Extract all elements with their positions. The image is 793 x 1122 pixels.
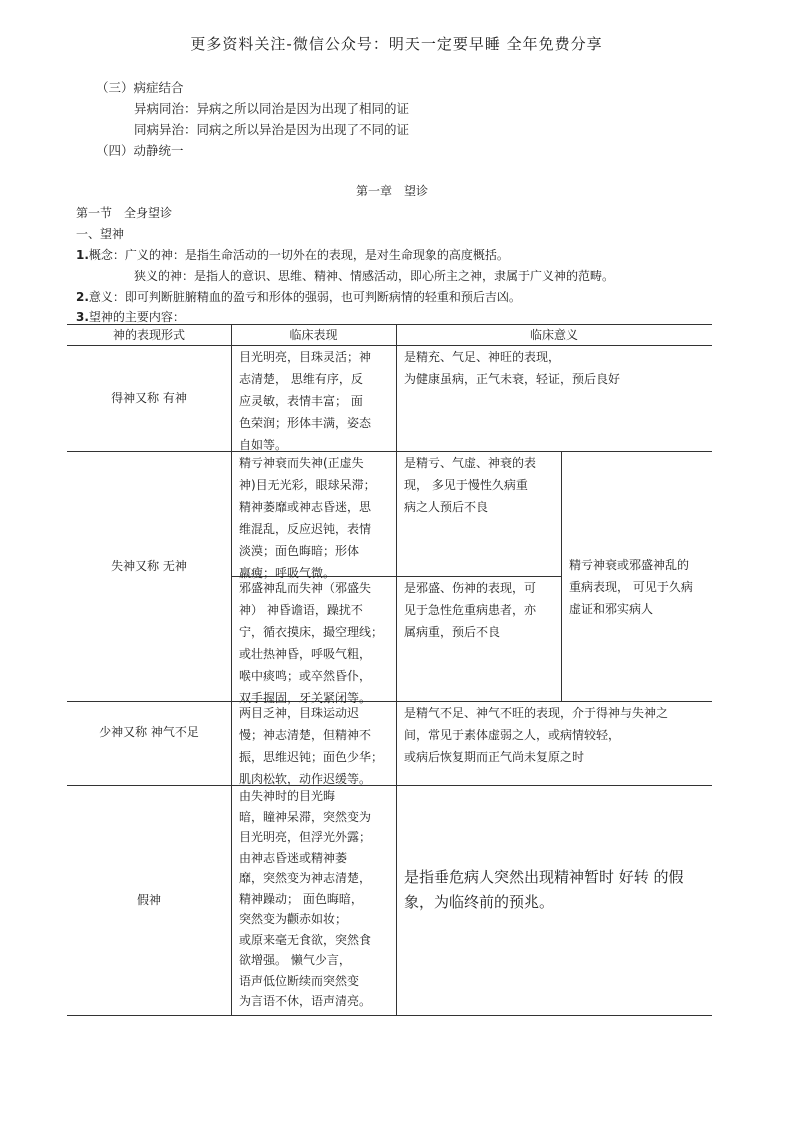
- text-line: 应灵敏，表情丰富； 面: [239, 394, 363, 408]
- text-line: 邪盛神乱而失神（邪盛失: [239, 581, 372, 595]
- text-line: 维混乱，反应迟钝，表情: [239, 522, 372, 536]
- col-header-type: 神的表现形式: [112, 328, 185, 342]
- row2-clinical-b: [239, 577, 383, 709]
- text-line: 或壮热神昏，呼吸气粗，: [239, 647, 372, 661]
- row1-type: 得神又称 有神: [111, 391, 187, 405]
- row2-clinical-a: [239, 452, 376, 584]
- text-line: 精神萎靡或神志昏迷，思: [239, 500, 372, 514]
- row1-clinical: [239, 346, 371, 456]
- row3-type: 少神又称 神气不足: [99, 725, 199, 739]
- row4-clinical: [239, 786, 371, 1012]
- text-line: 目光明亮，目珠灵活；神: [239, 350, 372, 364]
- text-line: 神)目无光彩，眼球呆滞；: [239, 478, 376, 492]
- text-line: 志清楚， 思维有序，反: [239, 372, 363, 386]
- text-line: 振，思维迟钝；面色少华；: [239, 750, 384, 764]
- para-2-number: 2.: [76, 290, 89, 304]
- text-line: 精神躁动； 面色晦暗，: [239, 891, 363, 906]
- row2-summary: [569, 554, 693, 620]
- para-3-text: 望神的主要内容：: [88, 310, 185, 324]
- text-line: 病之人预后不良: [404, 500, 489, 514]
- text-line: 或病后恢复期而正气尚未复原之时: [404, 750, 585, 764]
- text-line: 精亏神衰或邪盛神乱的: [569, 558, 690, 572]
- text-line: 语声低位断续而突然变: [239, 973, 360, 988]
- text-line: 突然变为颧赤如妆；: [239, 912, 348, 926]
- col-header-meaning: 临床意义: [529, 328, 578, 342]
- text-line: 慢；神志清楚，但精神不: [239, 728, 372, 742]
- para-1-a-text: 概念：广义的神：是指生命活动的一切外在的表现，是对生命现象的高度概括。: [88, 248, 509, 262]
- shen-table: [67, 324, 712, 1016]
- text-line: 淡漠；面色晦暗；形体: [239, 544, 360, 558]
- para-3: [76, 308, 185, 325]
- text-line: 欲增强。 懒气少言，: [239, 953, 351, 967]
- text-line: 精亏神衰而失神(正虚失: [239, 456, 364, 470]
- para-2: [76, 288, 521, 305]
- text-line: 现， 多见于慢性久病重: [404, 478, 528, 492]
- text-s3-a: 异病同治：异病之所以同治是因为出现了相同的证: [134, 101, 410, 116]
- row3-meaning: [404, 702, 668, 768]
- row4-type: 假神: [136, 893, 161, 907]
- row2-meaning-b: [404, 577, 536, 643]
- heading-s4: （四）动静统一: [96, 143, 184, 158]
- text-line: 肌肉松软，动作迟缓等。: [239, 772, 372, 786]
- text-line: 属病重，预后不良: [404, 625, 501, 639]
- text-line: 是邪盛、伤神的表现，可: [404, 581, 537, 595]
- chapter-title: 第一章 望诊: [356, 184, 429, 198]
- page-header: 更多资料关注-微信公众号：明天一定要早睡 全年免费分享: [190, 35, 603, 53]
- para-1-a: [76, 246, 509, 263]
- text-line: 由神志昏迷或精神萎: [239, 850, 348, 865]
- para-1-number: 1.: [76, 248, 89, 262]
- text-line: 两目乏神，目珠运动迟: [239, 706, 360, 720]
- text-line: 目光明亮，但浮光外露；: [239, 830, 372, 844]
- text-s3-b: 同病异治：同病之所以异治是因为出现了不同的证: [134, 122, 410, 137]
- heading-s3: （三）病症结合: [96, 80, 184, 95]
- section-title: 第一节 全身望诊: [76, 206, 173, 220]
- row2-meaning-a: [404, 452, 536, 518]
- col-header-clinical: 临床表现: [289, 328, 338, 342]
- text-line: 靡，突然变为神志清楚，: [239, 871, 372, 885]
- text-line: 双手握固，牙关紧闭等。: [239, 691, 372, 705]
- text-line: 虚证和邪实病人: [569, 602, 654, 616]
- sub-heading: 一、望神: [76, 227, 125, 241]
- text-line: 是精气不足、神气不旺的表现，介于得神与失神之: [404, 706, 669, 720]
- text-line: 羸瘦；呼吸气微。: [239, 566, 336, 580]
- row2-type: 失神又称 无神: [111, 559, 187, 573]
- text-line: 是精充、气足、神旺的表现，: [404, 350, 561, 364]
- text-line: 是指垂危病人突然出现精神暂时 好转 的假: [404, 868, 684, 886]
- text-line: 暗，瞳神呆滞，突然变为: [239, 809, 372, 824]
- text-line: 象，为临终前的预兆。: [404, 893, 555, 911]
- text-line: 是精亏、气虚、神衰的表: [404, 456, 537, 470]
- text-line: 间，常见于素体虚弱之人，或病情较轻，: [404, 728, 621, 742]
- text-line: 宁，循衣摸床，撮空理线；: [239, 625, 384, 639]
- text-line: 为健康虽病，正气未衰，轻证，预后良好: [404, 372, 621, 386]
- para-1-b: 狭义的神：是指人的意识、思维、精神、情感活动，即心所主之神，隶属于广义神的范畴。: [134, 269, 615, 283]
- text-line: 见于急性危重病患者，亦: [404, 603, 537, 617]
- row4-meaning: [404, 865, 684, 915]
- text-line: 自如等。: [239, 438, 288, 452]
- para-2-text: 意义：即可判断脏腑精血的盈亏和形体的强弱，也可判断病情的轻重和预后吉凶。: [88, 290, 521, 304]
- text-line: 为言语不休，语声清亮。: [239, 994, 372, 1008]
- text-line: 由失神时的目光晦: [239, 789, 336, 803]
- row1-meaning: [404, 346, 620, 390]
- text-line: 喉中痰鸣；或卒然昏仆，: [239, 669, 372, 683]
- text-line: 或原来毫无食欲，突然食: [239, 932, 372, 947]
- text-line: 色荣润；形体丰满，姿态: [239, 416, 372, 430]
- text-line: 重病表现， 可见于久病: [569, 580, 693, 594]
- row3-clinical: [239, 702, 383, 790]
- para-3-number: 3.: [76, 310, 89, 324]
- text-line: 神） 神昏谵语，躁扰不: [239, 603, 363, 617]
